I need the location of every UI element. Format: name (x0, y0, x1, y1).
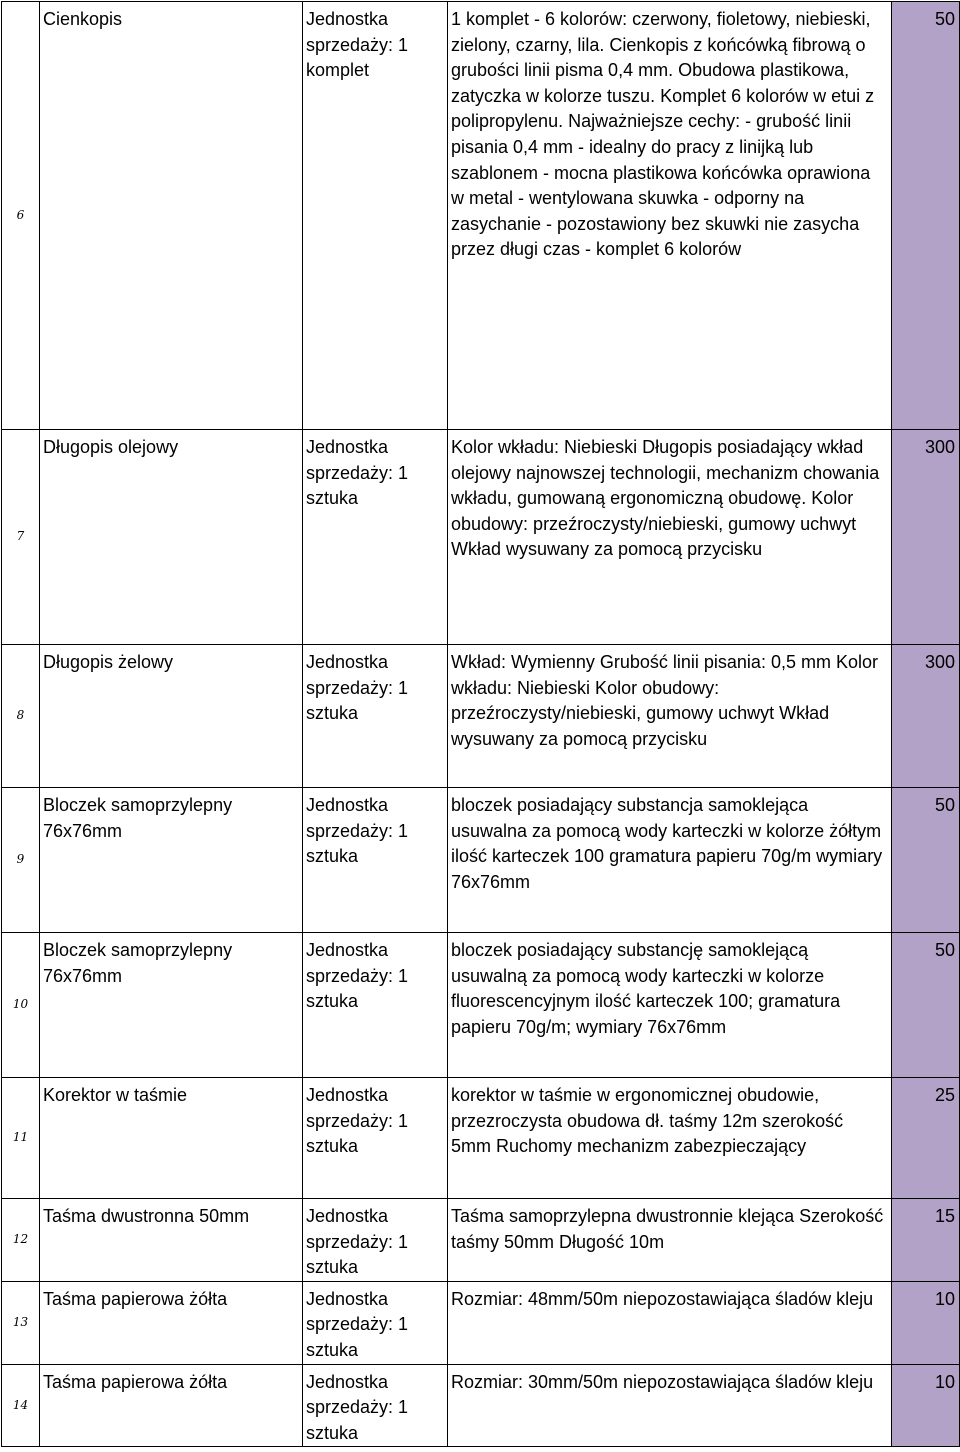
row-number: 6 (2, 2, 40, 430)
quantity: 15 (892, 1199, 960, 1282)
product-description: Rozmiar: 30mm/50m niepozostawiająca śladów kleju (448, 1364, 892, 1447)
product-name: Korektor w taśmie (40, 1078, 303, 1199)
sales-unit: Jednostka sprzedaży: 1 sztuka (303, 788, 448, 933)
table-row (2, 1364, 960, 1447)
table-row (2, 1199, 960, 1282)
product-description: Wkład: Wymienny Grubość linii pisania: 0,5 mm Kolor wkładu: Niebieski Kolor obudowy: przeźroczysty/niebieski, gumowy uchwyt Wkład wysuwany za pomocą przycisku (448, 645, 892, 788)
table-row (2, 788, 960, 933)
product-description: Taśma samoprzylepna dwustronnie klejąca Szerokość taśmy 50mm Długość 10m (448, 1199, 892, 1282)
sales-unit: Jednostka sprzedaży: 1 komplet (303, 2, 448, 430)
product-name: Bloczek samoprzylepny 76x76mm (40, 933, 303, 1078)
sales-unit: Jednostka sprzedaży: 1 sztuka (303, 1281, 448, 1364)
table-row (2, 933, 960, 1078)
description-text: 1 komplet - 6 kolorów: czerwony, fioletowy, niebieski, zielony, czarny, lila. Cienkopis z końcówką fibrową o grubości linii pisma 0,4 mm. Obudowa plastikowa, zatyczka w kolorze tuszu. Komplet 6 kolorów w etui z polipropylenu. Najważniejsze cechy: - grubość linii pisania 0,4 mm - idealny do pracy z linijką lub szablonem - mocna plastikowa końcówka oprawiona w metal - wentylowana skuwka - odporny na zasychanie - pozostawiony bez skuwki nie zasycha przez długi czas - komplet 6 kolorów (451, 9, 875, 260)
quantity: 50 (892, 2, 960, 430)
quantity: 25 (892, 1078, 960, 1199)
product-name: Długopis żelowy (40, 645, 303, 788)
product-name: Bloczek samoprzylepny 76x76mm (40, 788, 303, 933)
sales-unit: Jednostka sprzedaży: 1 sztuka (303, 1078, 448, 1199)
product-description: Kolor wkładu: Niebieski Długopis posiadający wkład olejowy najnowszej technologii, mechanizm chowania wkładu, gumowaną ergonomiczną obudowę. Kolor obudowy: przeźroczysty/niebieski, gumowy uchwyt Wkład wysuwany za pomocą przycisku (448, 430, 892, 645)
quantity: 10 (892, 1364, 960, 1447)
quantity: 50 (892, 788, 960, 933)
product-description (448, 2, 892, 430)
product-name: Taśma papierowa żółta (40, 1281, 303, 1364)
row-number: 7 (2, 430, 40, 645)
row-number: 12 (2, 1199, 40, 1282)
row-number: 13 (2, 1281, 40, 1364)
product-description: bloczek posiadający substancję samoklejącą usuwalną za pomocą wody karteczki w kolorze fluorescencyjnym ilość karteczek 100; gramatura papieru 70g/m; wymiary 76x76mm (448, 933, 892, 1078)
table-row (2, 645, 960, 788)
product-name: Cienkopis (40, 2, 303, 430)
sales-unit: Jednostka sprzedaży: 1 sztuka (303, 1199, 448, 1282)
product-name: Długopis olejowy (40, 430, 303, 645)
product-name: Taśma papierowa żółta (40, 1364, 303, 1447)
sales-unit: Jednostka sprzedaży: 1 sztuka (303, 933, 448, 1078)
quantity: 300 (892, 430, 960, 645)
table-row (2, 1078, 960, 1199)
row-number: 8 (2, 645, 40, 788)
sales-unit: Jednostka sprzedaży: 1 sztuka (303, 430, 448, 645)
row-number: 11 (2, 1078, 40, 1199)
quantity: 300 (892, 645, 960, 788)
product-spec-table (1, 1, 960, 1447)
row-number: 14 (2, 1364, 40, 1447)
product-description: Rozmiar: 48mm/50m niepozostawiająca śladów kleju (448, 1281, 892, 1364)
sales-unit: Jednostka sprzedaży: 1 sztuka (303, 1364, 448, 1447)
product-name: Taśma dwustronna 50mm (40, 1199, 303, 1282)
table-row (2, 430, 960, 645)
table-row (2, 2, 960, 430)
sales-unit: Jednostka sprzedaży: 1 sztuka (303, 645, 448, 788)
product-description: bloczek posiadający substancja samoklejąca usuwalna za pomocą wody karteczki w kolorze żółtym ilość karteczek 100 gramatura papieru 70g/m wymiary 76x76mm (448, 788, 892, 933)
row-number: 10 (2, 933, 40, 1078)
table-row (2, 1281, 960, 1364)
product-description: korektor w taśmie w ergonomicznej obudowie, przezroczysta obudowa dł. taśmy 12m szerokość 5mm Ruchomy mechanizm zabezpieczający (448, 1078, 892, 1199)
quantity: 10 (892, 1281, 960, 1364)
row-number: 9 (2, 788, 40, 933)
quantity: 50 (892, 933, 960, 1078)
